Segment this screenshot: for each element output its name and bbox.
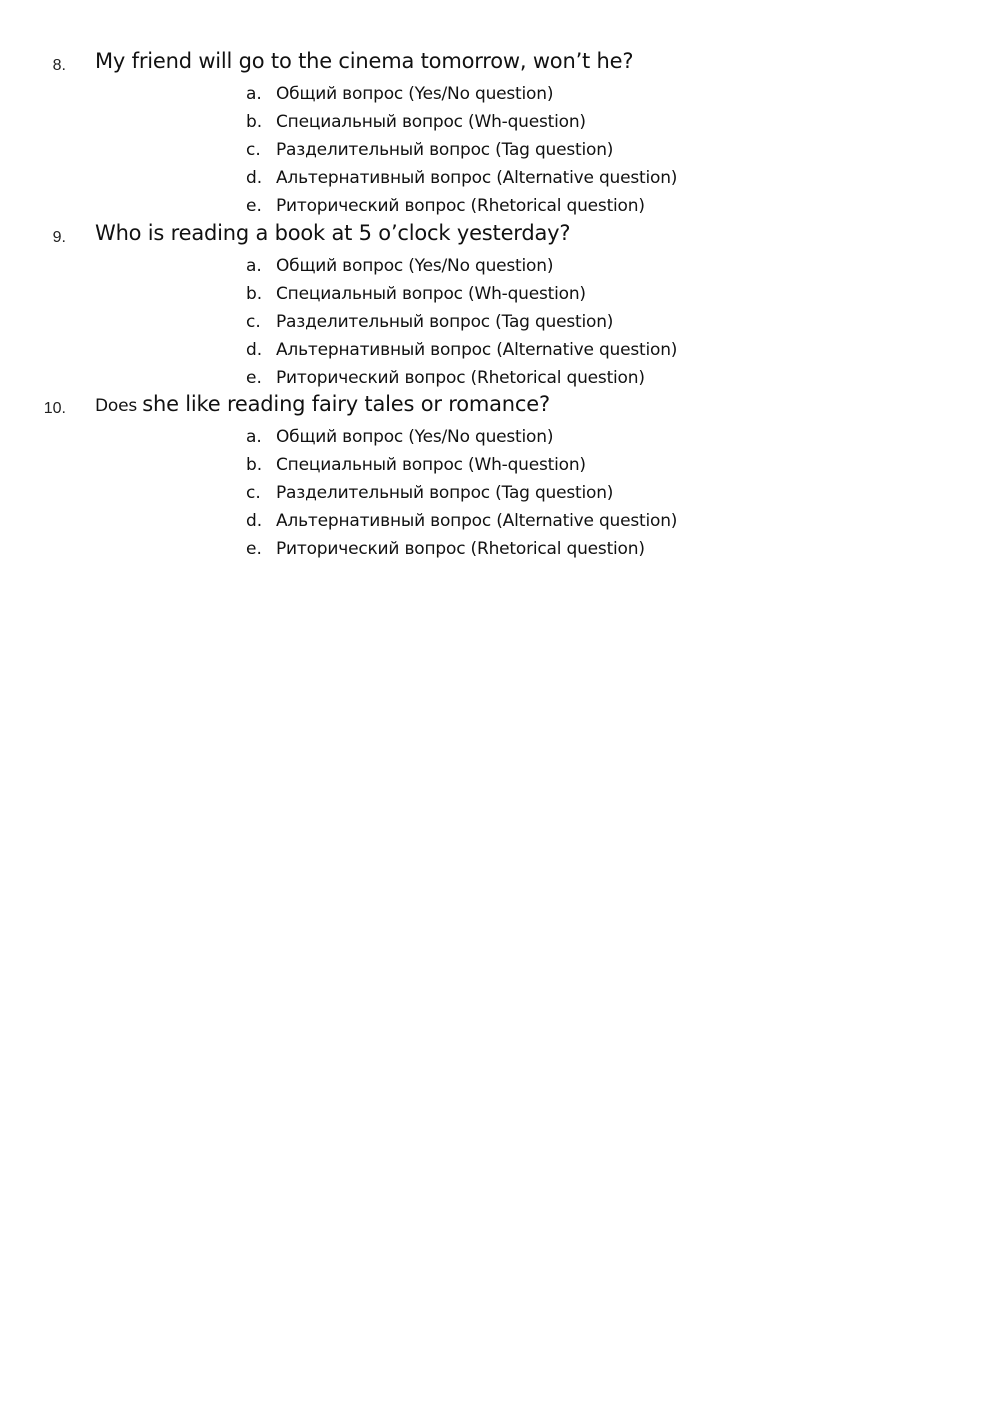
answer-options (0, 423, 1000, 563)
option-e[interactable] (0, 364, 1000, 392)
option-a[interactable] (0, 252, 1000, 280)
option-letter: e. (246, 196, 262, 216)
option-letter: d. (246, 340, 263, 360)
option-text: Специальный вопрос (Wh-question) (276, 455, 586, 475)
option-text: Общий вопрос (Yes/No question) (276, 84, 554, 104)
option-d[interactable] (0, 507, 1000, 535)
question-line (0, 220, 1000, 252)
option-b[interactable] (0, 108, 1000, 136)
option-text: Риторический вопрос (Rhetorical question) (276, 368, 645, 388)
question-number: 9. (52, 229, 66, 246)
question-body: My friend will go to the cinema tomorrow, won’t he? (95, 49, 634, 73)
option-letter: c. (246, 140, 261, 160)
option-text: Риторический вопрос (Rhetorical question) (276, 196, 645, 216)
option-text: Разделительный вопрос (Tag question) (276, 312, 614, 332)
option-a[interactable] (0, 423, 1000, 451)
option-text: Специальный вопрос (Wh-question) (276, 284, 586, 304)
option-text: Альтернативный вопрос (Alternative question) (276, 168, 678, 188)
option-b[interactable] (0, 451, 1000, 479)
option-a[interactable] (0, 80, 1000, 108)
option-letter: e. (246, 368, 262, 388)
option-text: Альтернативный вопрос (Alternative question) (276, 511, 678, 531)
option-d[interactable] (0, 336, 1000, 364)
question-prefix: Does (95, 396, 143, 416)
option-letter: a. (246, 84, 262, 104)
option-b[interactable] (0, 280, 1000, 308)
option-d[interactable] (0, 164, 1000, 192)
option-letter: a. (246, 256, 262, 276)
question-number: 10. (43, 400, 66, 417)
option-letter: e. (246, 539, 262, 559)
option-letter: b. (246, 455, 263, 475)
option-e[interactable] (0, 535, 1000, 563)
option-c[interactable] (0, 136, 1000, 164)
option-text: Разделительный вопрос (Tag question) (276, 483, 614, 503)
question-body: she like reading fairy tales or romance? (142, 392, 550, 416)
option-letter: c. (246, 483, 261, 503)
answer-options (0, 80, 1000, 220)
question-8 (0, 48, 1000, 220)
option-text: Риторический вопрос (Rhetorical question) (276, 539, 645, 559)
option-text: Альтернативный вопрос (Alternative question) (276, 340, 678, 360)
option-text: Общий вопрос (Yes/No question) (276, 427, 554, 447)
option-c[interactable] (0, 308, 1000, 336)
option-e[interactable] (0, 192, 1000, 220)
option-letter: b. (246, 112, 263, 132)
option-letter: d. (246, 511, 263, 531)
option-letter: c. (246, 312, 261, 332)
option-text: Специальный вопрос (Wh-question) (276, 112, 586, 132)
answer-options (0, 252, 1000, 392)
question-10 (0, 391, 1000, 563)
question-line (0, 391, 1000, 423)
option-text: Общий вопрос (Yes/No question) (276, 256, 554, 276)
option-letter: d. (246, 168, 263, 188)
question-number: 8. (52, 57, 66, 74)
question-text (95, 392, 550, 416)
question-body: Who is reading a book at 5 o’clock yesterday? (95, 221, 571, 245)
question-text (95, 221, 570, 245)
option-letter: b. (246, 284, 263, 304)
option-c[interactable] (0, 479, 1000, 507)
question-text (95, 49, 633, 73)
question-9 (0, 220, 1000, 392)
option-text: Разделительный вопрос (Tag question) (276, 140, 614, 160)
question-line (0, 48, 1000, 80)
option-letter: a. (246, 427, 262, 447)
